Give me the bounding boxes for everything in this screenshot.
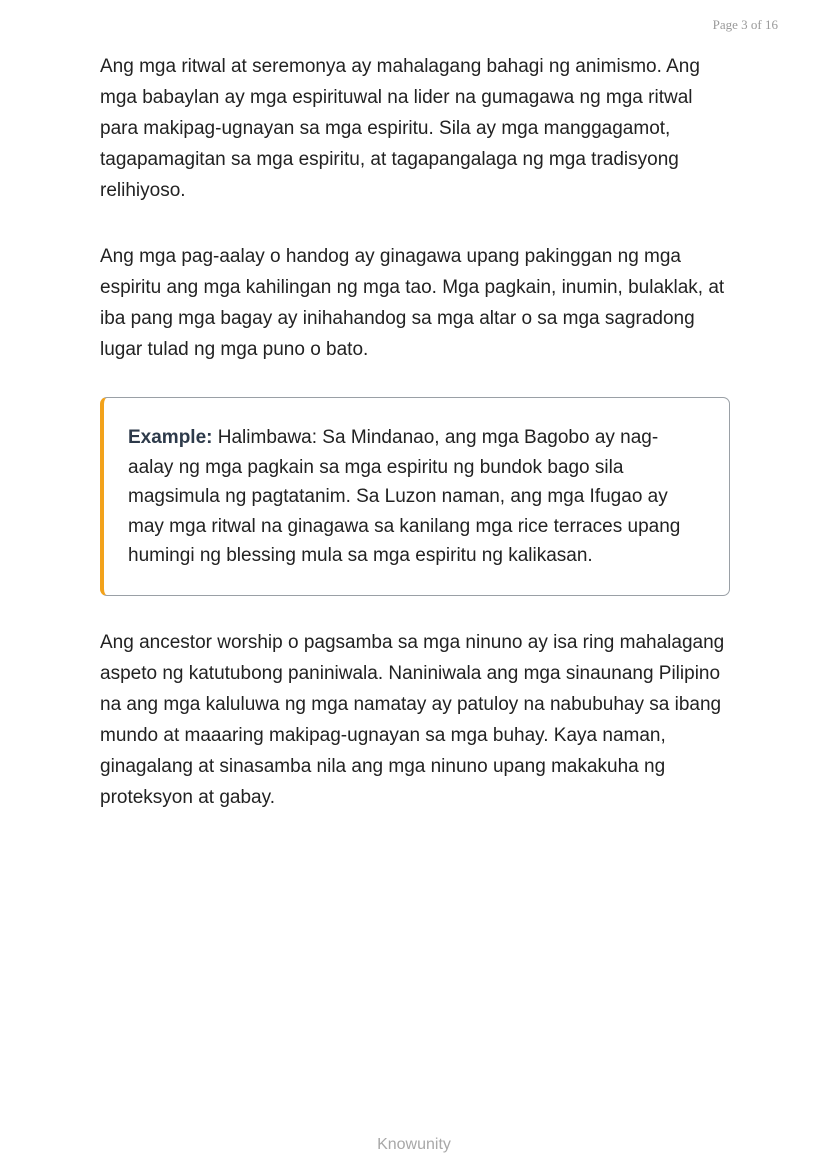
footer-brand: Knowunity <box>377 1136 451 1153</box>
example-label: Example: <box>128 427 213 448</box>
example-body: Halimbawa: Sa Mindanao, ang mga Bagobo ay nag-aalay ng mga pagkain sa mga espiritu ng bundok bago sila magsimula ng pagtatanim. Sa Luzon naman, ang mga Ifugao ay may mga ritwal na ginagawa sa kanilang mga rice terraces upang humingi ng blessing mula sa mga espiritu ng kalikasan. <box>128 427 681 566</box>
example-callout <box>100 397 730 596</box>
paragraph-ancestor-worship: Ang ancestor worship o pagsamba sa mga ninuno ay isa ring mahalagang aspeto ng katutubong paniniwala. Naniniwala ang mga sinaunang Pilipino na ang mga kaluluwa ng mga namatay ay patuloy na nabubuhay sa ibang mundo at maaaring makipag-ugnayan sa mga buhay. Kaya naman, ginagalang at sinasamba nila ang mga ninuno upang makakuha ng proteksyon at gabay. <box>100 631 725 808</box>
document-body <box>100 51 730 813</box>
paragraph-rituals: Ang mga ritwal at seremonya ay mahalagang bahagi ng animismo. Ang mga babaylan ay mga espirituwal na lider na gumagawa ng mga ritwal para makipag-ugnayan sa mga espiritu. Sila ay mga manggagamot, tagapamagitan sa mga espiritu, at tagapangalaga ng mga tradisyong relihiyoso. <box>100 56 700 201</box>
page-number: Page 3 of 16 <box>712 17 778 32</box>
example-text <box>128 423 703 571</box>
paragraph-offerings: Ang mga pag-aalay o handog ay ginagawa upang pakinggan ng mga espiritu ang mga kahilingan ng mga tao. Mga pagkain, inumin, bulaklak, at iba pang mga bagay ay inihahandog sa mga altar o sa mga sagradong lugar tulad ng mga puno o bato. <box>100 246 725 360</box>
